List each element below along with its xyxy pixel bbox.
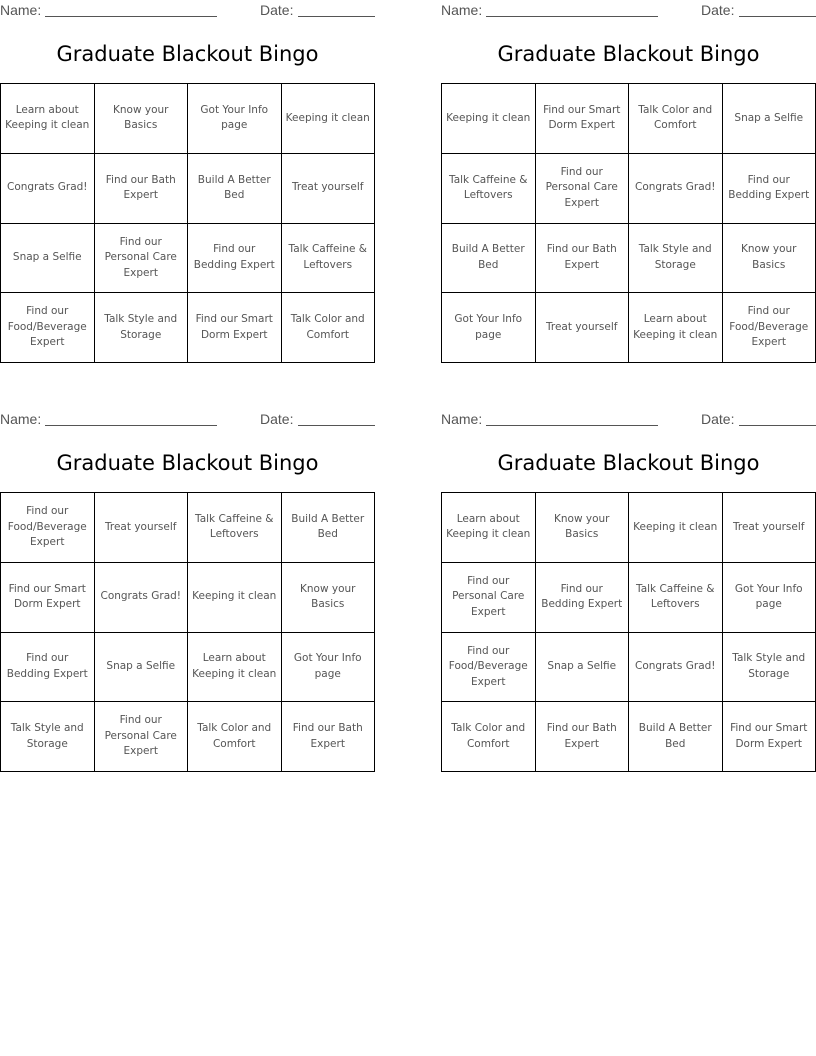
bingo-cell: Talk Caffeine & Leftovers <box>442 154 536 224</box>
bingo-cell: Find our Personal Care Expert <box>95 702 189 772</box>
bingo-cell: Talk Style and Storage <box>95 293 189 363</box>
name-blank-line <box>45 16 217 17</box>
bingo-cell: Talk Color and Comfort <box>442 702 536 772</box>
card-header <box>0 0 375 22</box>
bingo-cell: Talk Caffeine & Leftovers <box>629 563 723 633</box>
bingo-cell: Congrats Grad! <box>629 633 723 703</box>
bingo-cell: Learn about Keeping it clean <box>442 493 536 563</box>
bingo-cell: Find our Bedding Expert <box>723 154 816 224</box>
date-blank-line <box>739 16 816 17</box>
bingo-cell: Find our Smart Dorm Expert <box>1 563 95 633</box>
bingo-cell: Know your Basics <box>723 224 816 294</box>
bingo-cell: Congrats Grad! <box>629 154 723 224</box>
bingo-cell: Find our Food/Beverage Expert <box>1 293 95 363</box>
bingo-card <box>0 409 375 774</box>
card-title: Graduate Blackout Bingo <box>56 451 319 475</box>
bingo-cell: Treat yourself <box>282 154 376 224</box>
name-label: Name: <box>0 2 42 18</box>
date-blank-line <box>739 425 816 426</box>
bingo-cell: Treat yourself <box>723 493 816 563</box>
name-label: Name: <box>441 411 483 427</box>
card-header <box>441 0 816 22</box>
date-label: Date: <box>260 2 294 18</box>
bingo-cell: Find our Personal Care Expert <box>442 563 536 633</box>
bingo-cell: Find our Personal Care Expert <box>536 154 630 224</box>
bingo-cell: Find our Bath Expert <box>282 702 376 772</box>
name-blank-line <box>486 425 658 426</box>
bingo-cell: Talk Caffeine & Leftovers <box>282 224 376 294</box>
bingo-cell: Know your Basics <box>95 84 189 154</box>
bingo-cell: Learn about Keeping it clean <box>629 293 723 363</box>
bingo-cell: Talk Style and Storage <box>723 633 816 703</box>
name-label: Name: <box>441 2 483 18</box>
bingo-cell: Talk Color and Comfort <box>188 702 282 772</box>
bingo-cell: Find our Food/Beverage Expert <box>723 293 816 363</box>
bingo-cell: Keeping it clean <box>629 493 723 563</box>
date-blank-line <box>298 16 375 17</box>
bingo-cell: Find our Smart Dorm Expert <box>536 84 630 154</box>
bingo-cell: Talk Caffeine & Leftovers <box>188 493 282 563</box>
bingo-cell: Keeping it clean <box>442 84 536 154</box>
card-title: Graduate Blackout Bingo <box>56 42 319 66</box>
bingo-cell: Find our Personal Care Expert <box>95 224 189 294</box>
bingo-grid <box>0 83 375 363</box>
bingo-cell: Got Your Info page <box>282 633 376 703</box>
card-title: Graduate Blackout Bingo <box>497 451 760 475</box>
bingo-card <box>441 409 816 774</box>
bingo-cell: Keeping it clean <box>188 563 282 633</box>
date-blank-line <box>298 425 375 426</box>
bingo-cell: Find our Food/Beverage Expert <box>1 493 95 563</box>
card-title: Graduate Blackout Bingo <box>497 42 760 66</box>
bingo-cell: Treat yourself <box>536 293 630 363</box>
bingo-cell: Build A Better Bed <box>629 702 723 772</box>
bingo-cell: Build A Better Bed <box>442 224 536 294</box>
bingo-cell: Find our Food/Beverage Expert <box>442 633 536 703</box>
bingo-cell: Snap a Selfie <box>1 224 95 294</box>
bingo-cell: Build A Better Bed <box>188 154 282 224</box>
date-label: Date: <box>701 411 735 427</box>
bingo-cell: Got Your Info page <box>442 293 536 363</box>
bingo-cell: Know your Basics <box>536 493 630 563</box>
card-header <box>441 409 816 431</box>
bingo-cell: Find our Bath Expert <box>536 702 630 772</box>
bingo-cell: Snap a Selfie <box>95 633 189 703</box>
bingo-cell: Find our Bath Expert <box>95 154 189 224</box>
bingo-cell: Talk Style and Storage <box>629 224 723 294</box>
bingo-cell: Know your Basics <box>282 563 376 633</box>
bingo-cell: Talk Style and Storage <box>1 702 95 772</box>
bingo-cell: Find our Bedding Expert <box>536 563 630 633</box>
bingo-cell: Find our Bedding Expert <box>1 633 95 703</box>
bingo-cell: Congrats Grad! <box>1 154 95 224</box>
name-label: Name: <box>0 411 42 427</box>
bingo-cell: Find our Bath Expert <box>536 224 630 294</box>
bingo-cell: Learn about Keeping it clean <box>1 84 95 154</box>
bingo-cell: Keeping it clean <box>282 84 376 154</box>
bingo-cell: Find our Bedding Expert <box>188 224 282 294</box>
bingo-cell: Got Your Info page <box>723 563 816 633</box>
name-blank-line <box>45 425 217 426</box>
name-blank-line <box>486 16 658 17</box>
bingo-cell: Talk Color and Comfort <box>629 84 723 154</box>
bingo-cell: Find our Smart Dorm Expert <box>723 702 816 772</box>
bingo-cell: Find our Smart Dorm Expert <box>188 293 282 363</box>
date-label: Date: <box>701 2 735 18</box>
bingo-cell: Snap a Selfie <box>536 633 630 703</box>
bingo-card <box>0 0 375 365</box>
bingo-card <box>441 0 816 365</box>
card-header <box>0 409 375 431</box>
bingo-cell: Treat yourself <box>95 493 189 563</box>
bingo-grid <box>441 83 816 363</box>
bingo-cell: Learn about Keeping it clean <box>188 633 282 703</box>
bingo-cell: Build A Better Bed <box>282 493 376 563</box>
bingo-cell: Got Your Info page <box>188 84 282 154</box>
bingo-cell: Talk Color and Comfort <box>282 293 376 363</box>
bingo-cell: Snap a Selfie <box>723 84 816 154</box>
date-label: Date: <box>260 411 294 427</box>
bingo-cell: Congrats Grad! <box>95 563 189 633</box>
bingo-grid <box>0 492 375 772</box>
bingo-grid <box>441 492 816 772</box>
